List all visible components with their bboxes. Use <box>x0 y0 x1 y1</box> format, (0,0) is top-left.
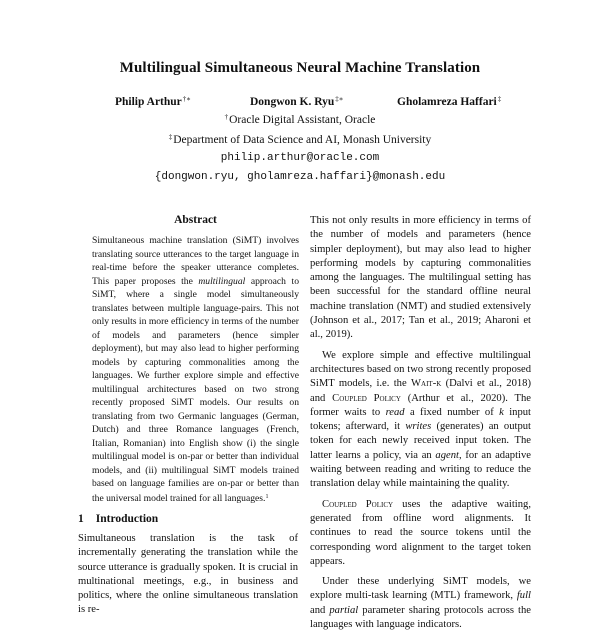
affiliation-text: Department of Data Science and AI, Monash University <box>173 134 432 146</box>
author-affiliation-mark: †∗ <box>182 95 192 103</box>
footnote-mark[interactable]: 1 <box>265 493 269 500</box>
abstract-body: Simultaneous machine translation (SiMT) involves translating source utterances to the target language in real-time before the speaker utterance completes. This paper proposes the multilingual approach to SiMT, where a single model simultaneously translates between multiple language-pairs. This not only results in more efficiency in terms of the number of models and parameters (hence simpler deployment), but may also lead to higher performing models by capturing commonalities among the languages. We further explore simple and effective multilingual architectures based on two strong recently proposed SiMT models. Our results on translating from two Germanic languages (German, Dutch) and three Romance languages (French, Italian, Romanian) into English show (i) the single multilingual model is on-par or better than individual models, and (ii) multilingual SiMT models trained based on language families are on-par or better than the universal model trained for all languages.$^1$ <box>92 235 299 504</box>
author-name: Dongwon K. Ryu <box>250 96 335 108</box>
paragraph-1: This not only results in more efficiency in terms of the number of models and parameters (hence simpler deployment), but may also lead to higher performing models by capturing commonalities among the languages. The multilingual setting has been successful for the standard offline neural machine translation (NMT) and studied extensively (Johnson et al., 2017; Tan et al., 2019; Aharoni et al., 2019). <box>310 215 531 341</box>
author-name: Philip Arthur <box>115 96 182 108</box>
paper-title: Multilingual Simultaneous Neural Machine Translation <box>119 60 481 76</box>
section-title: Introduction <box>95 513 159 525</box>
affiliation-mark: ‡ <box>168 133 173 141</box>
paragraph-2: We explore simple and effective multilingual architectures based on two strong recently proposed SiMT models, i.e. the Wait-k (Dalvi et al., 2018) and Coupled Policy (Arthur et al., 2020). The former waits to read a fixed number of k input tokens; afterward, it writes (generates) an output token for each newly received input token. The latter learns a policy, via an agent, for an adaptive waiting between reading and writing to reduce the translation delay while maintaining the quality. <box>310 349 531 490</box>
paragraph-4: Under these underlying SiMT models, we explore multi-task learning (MTL) framework, full and partial parameter sharing protocols across the languages with language indicators. <box>310 576 531 631</box>
author-2 <box>250 95 344 108</box>
email-2[interactable]: {dongwon.ryu, gholamreza.haffari}@monash.edu <box>154 171 446 183</box>
author-name: Gholamreza Haffari <box>397 96 497 108</box>
affiliation-2 <box>0 133 600 146</box>
author-affiliation-mark: ‡ <box>497 95 502 103</box>
author-3 <box>397 95 501 108</box>
author-affiliation-mark: ‡∗ <box>335 95 344 103</box>
section-heading-introduction <box>78 513 158 525</box>
affiliation-1 <box>0 113 600 126</box>
affiliation-mark: † <box>224 113 229 121</box>
section-number: 1 <box>78 513 84 525</box>
paragraph-3: Coupled Policy uses the adaptive waiting, generated from offline word alignments. It continues to read the source tokens until the corresponding word alignment to the target token appears. <box>310 498 531 567</box>
introduction-paragraph: Simultaneous translation is the task of incrementally generating the translation while the source utterance is gradually spoken. It is crucial in multinational meetings, e.g., in business and politics, where the online simultaneous translation is re- <box>78 533 298 616</box>
email-1[interactable]: philip.arthur@oracle.com <box>220 152 380 164</box>
author-1 <box>115 95 191 108</box>
affiliation-text: Oracle Digital Assistant, Oracle <box>229 114 376 126</box>
right-column <box>310 214 531 638</box>
abstract-heading: Abstract <box>174 214 217 226</box>
